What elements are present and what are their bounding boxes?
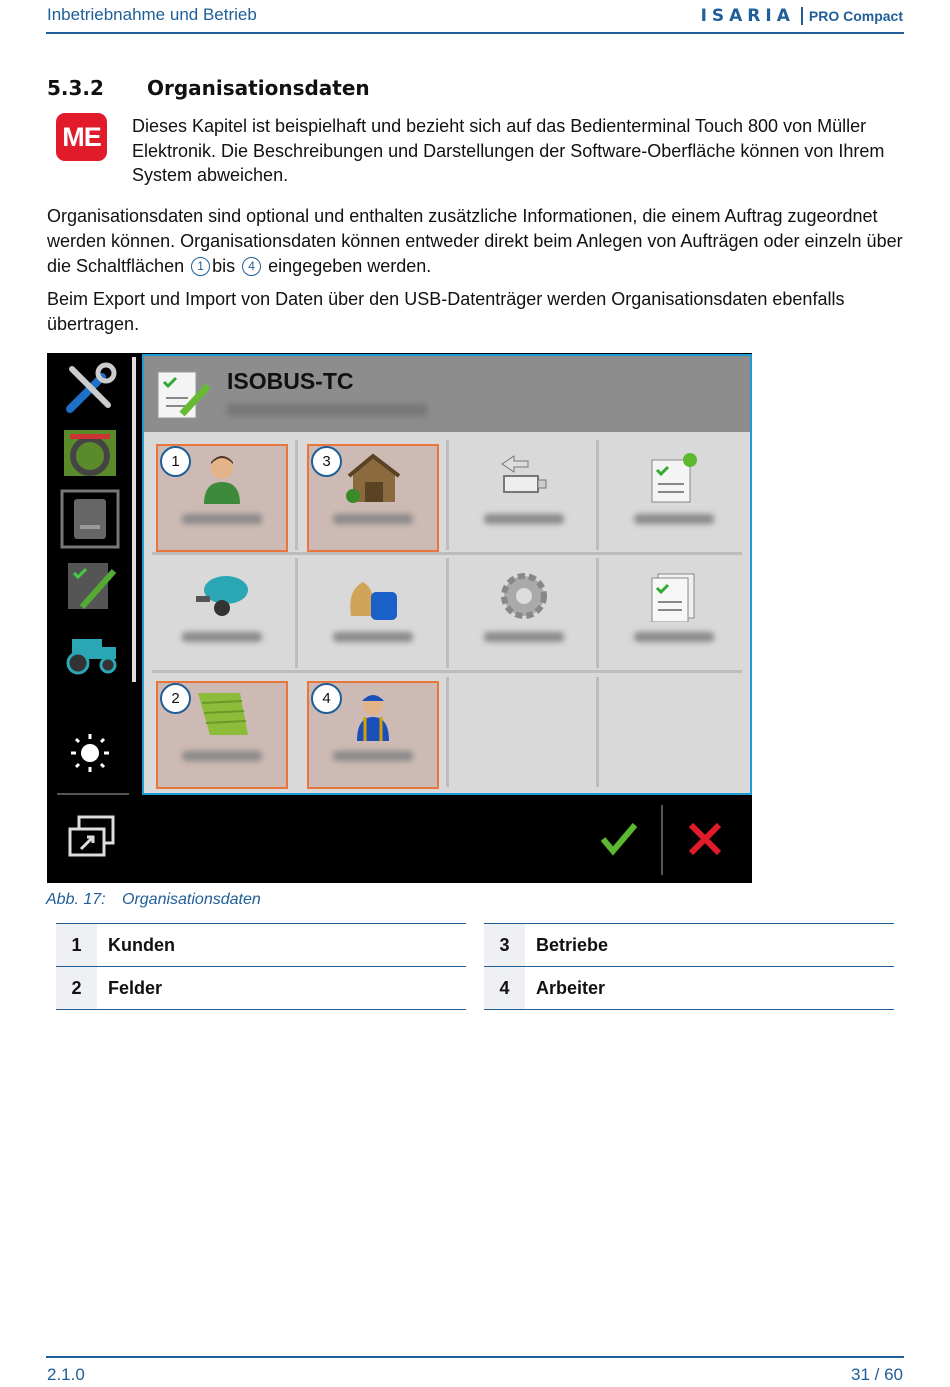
usb-transfer-icon	[494, 452, 554, 504]
usb-export-button[interactable]	[450, 436, 598, 552]
footer-page-number: 31 / 60	[851, 1365, 903, 1384]
legend-number: 3	[484, 924, 525, 966]
paragraph-1-start: Organisationsdaten sind optional und enthalten zusätzliche Informationen, die einem Auftrag zugeordnet werden können. Organisationsdaten können entweder direkt beim Anlegen von Aufträgen oder einzeln über die Schaltflächen	[47, 206, 903, 276]
grid-divider	[596, 677, 599, 787]
cancel-x-icon[interactable]	[687, 821, 723, 857]
grid-divider	[446, 558, 449, 668]
tasks-list-icon	[644, 570, 704, 622]
arbeiter-button[interactable]	[299, 673, 447, 789]
legend-text: Kunden	[108, 934, 175, 955]
legend-row	[484, 966, 894, 1010]
legend-number: 4	[484, 967, 525, 1009]
legend-table-left	[56, 923, 466, 1010]
einstellungen-label-blurred	[484, 632, 564, 642]
footer-version: 2.1.0	[47, 1365, 85, 1384]
footer-rule	[46, 1356, 904, 1358]
callout-1: 1	[160, 446, 191, 477]
legend-row	[56, 923, 466, 966]
usb-label-blurred	[484, 514, 564, 524]
paragraph-2: Beim Export und Import von Daten über den USB-Datenträger werden Organisationsdaten ebenfalls übertragen.	[47, 289, 845, 334]
felder-button[interactable]	[148, 673, 296, 789]
akt-auftrag-label-blurred	[634, 514, 714, 524]
sidebar-scrollbar[interactable]	[132, 357, 136, 682]
paragraph-1	[47, 204, 907, 279]
section-number: 5.3.2	[47, 76, 104, 100]
brightness-icon[interactable]	[59, 723, 121, 783]
ref-circle-4: 4	[242, 257, 261, 276]
products-icon	[343, 570, 403, 622]
brand-logo	[701, 6, 903, 26]
window-switch-icon[interactable]	[67, 815, 117, 859]
auftraege-button[interactable]	[600, 554, 748, 670]
section-title: Organisationsdaten	[147, 76, 370, 100]
legend-row	[56, 966, 466, 1010]
grid-divider	[446, 440, 449, 550]
tractor-icon[interactable]	[59, 623, 121, 683]
header-rule	[46, 32, 904, 34]
isobus-tc-panel	[142, 354, 752, 795]
arbeiter-label-blurred	[333, 751, 413, 761]
grid-divider	[295, 440, 298, 550]
betriebe-button[interactable]	[299, 436, 447, 552]
grid-divider	[152, 552, 742, 555]
callout-4: 4	[311, 683, 342, 714]
betriebe-label-blurred	[333, 514, 413, 524]
farm-barn-icon	[343, 452, 403, 504]
customer-person-icon	[192, 452, 252, 504]
geraete-label-blurred	[182, 632, 262, 642]
steering-icon[interactable]	[59, 423, 121, 483]
terminal-screenshot	[47, 353, 752, 883]
legend-text: Betriebe	[536, 934, 609, 955]
callout-3: 3	[311, 446, 342, 477]
panel-title: ISOBUS-TC	[227, 368, 354, 394]
produktgruppen-button[interactable]	[299, 554, 447, 670]
header-section-title: Inbetriebnahme und Betrieb	[47, 5, 257, 24]
paragraph-1-end: eingegeben werden.	[268, 256, 432, 276]
settings-gear-icon	[494, 570, 554, 622]
legend-row	[484, 923, 894, 966]
sprayer-icon	[192, 570, 252, 622]
paragraph-1-mid: bis	[212, 256, 236, 276]
produktgruppen-label-blurred	[333, 632, 413, 642]
figure-caption: Organisationsdaten	[122, 891, 261, 908]
legend-number: 1	[56, 924, 97, 966]
note-text: Dieses Kapitel ist beispielhaft und bezieht sich auf das Bedienterminal Touch 800 von Müller Elektronik. Die Beschreibungen und Darstellungen der Software-Oberfläche können von Ihrem System abweichen.	[132, 116, 885, 185]
product-name: PRO Compact	[808, 8, 903, 24]
panel-header	[144, 356, 750, 432]
felder-label-blurred	[182, 751, 262, 761]
kunden-button[interactable]	[148, 436, 296, 552]
legend-number: 2	[56, 967, 97, 1009]
kunden-label-blurred	[182, 514, 262, 524]
akt-auftrag-button[interactable]	[600, 436, 748, 552]
legend-text: Felder	[108, 977, 163, 998]
geraete-button[interactable]	[148, 554, 296, 670]
panel-subtitle-blurred	[227, 404, 427, 416]
task-clipboard-icon	[154, 368, 212, 422]
terminal-sidebar	[47, 353, 131, 793]
worker-icon	[343, 689, 403, 741]
me-logo-icon: ME	[56, 113, 107, 161]
bottom-bar-divider	[661, 805, 663, 875]
auftraege-label-blurred	[634, 632, 714, 642]
callout-2: 2	[160, 683, 191, 714]
terminal-bottom-bar	[47, 795, 752, 883]
ref-circle-1: 1	[191, 257, 210, 276]
grid-divider	[152, 670, 742, 673]
brand-separator	[801, 7, 803, 25]
grid-divider	[596, 440, 599, 550]
brand-name: ISARIA	[700, 6, 795, 26]
confirm-check-icon[interactable]	[599, 821, 639, 857]
legend-text: Arbeiter	[536, 977, 606, 998]
tools-icon[interactable]	[59, 357, 121, 417]
active-task-icon	[644, 452, 704, 504]
field-icon	[192, 689, 252, 741]
grid-divider	[596, 558, 599, 668]
grid-divider	[446, 677, 449, 787]
task-list-icon[interactable]	[59, 555, 121, 615]
legend-table-right	[484, 923, 894, 1010]
terminal-device-icon[interactable]	[59, 489, 121, 549]
figure-label: Abb. 17:	[46, 891, 106, 908]
einstellungen-button[interactable]	[450, 554, 598, 670]
grid-divider	[295, 558, 298, 668]
